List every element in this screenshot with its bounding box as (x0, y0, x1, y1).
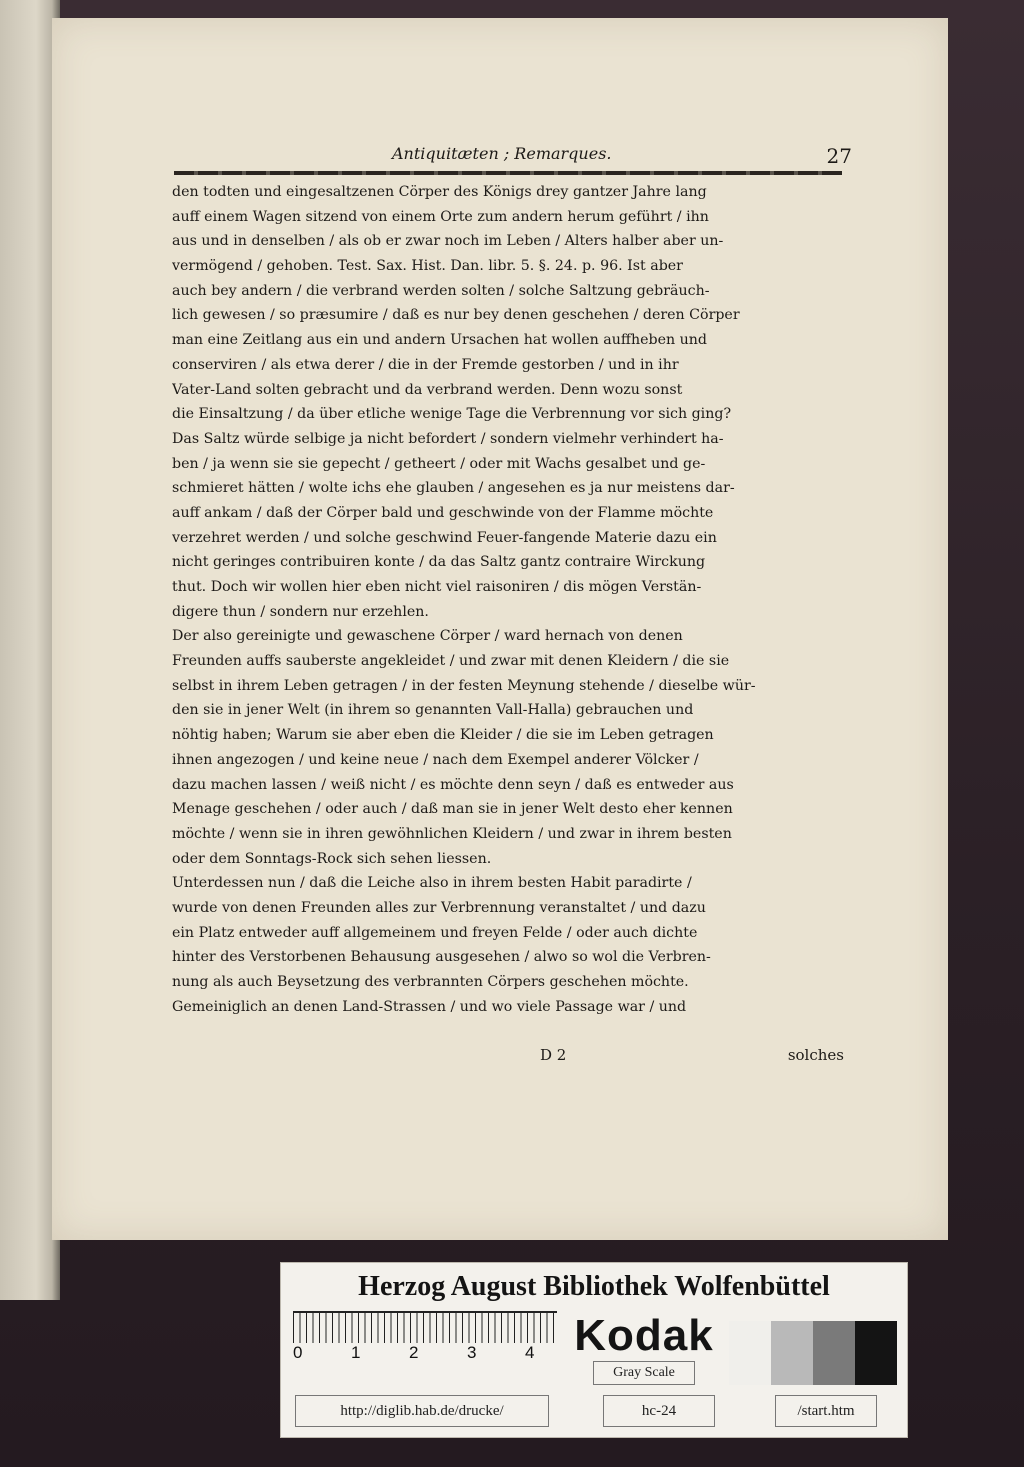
library-color-card (280, 1262, 908, 1438)
text-line: möchte / wenn sie in ihren gewöhnlichen Kleidern / und zwar in ihrem besten (172, 825, 732, 842)
text-line: verzehret werden / und solche geschwind Feuer-fangende Materie dazu ein (172, 529, 717, 546)
ruler-label: 0 (293, 1343, 303, 1362)
running-title: Antiquitæten ; Remarques. (392, 144, 612, 163)
facing-page-edge (0, 0, 60, 1300)
url-suffix: /start.htm (775, 1395, 877, 1427)
ruler-label: 3 (467, 1343, 477, 1362)
gray-patch (771, 1321, 813, 1385)
text-line: vermögend / gehoben. Test. Sax. Hist. Dan. libr. 5. §. 24. p. 96. Ist aber (172, 258, 683, 275)
page-footer (172, 1046, 844, 1076)
text-line: Vater-Land solten gebracht und da verbrand werden. Denn wozu sonst (172, 381, 683, 398)
catchword: solches (787, 1046, 844, 1064)
text-line: Unterdessen nun / daß die Leiche also in ihrem besten Habit paradirte / (172, 875, 692, 892)
text-line: man eine Zeitlang aus ein und andern Ursachen hat wollen auffheben und (172, 332, 707, 349)
kodak-logo: Kodak (574, 1311, 714, 1360)
text-line: lich gewesen / so præsumire / daß es nur bey denen geschehen / deren Cörper (172, 307, 740, 324)
text-line: Der also gereinigte und gewaschene Cörper / ward hernach von denen (172, 628, 683, 645)
text-line: ben / ja wenn sie sie gepecht / getheert / oder mit Wachs gesalbet und ge- (172, 455, 706, 472)
text-line: dazu machen lassen / weiß nicht / es möchte denn seyn / daß es entweder aus (172, 776, 734, 793)
text-line: ihnen angezogen / und keine neue / nach dem Exempel anderer Völcker / (172, 751, 699, 768)
text-line: oder dem Sonntags-Rock sich sehen liessen. (172, 850, 492, 867)
text-line: auch bey andern / die verbrand werden solten / solche Saltzung gebräuch- (172, 282, 710, 299)
gray-patch (813, 1321, 855, 1385)
library-name: Herzog August Bibliothek Wolfenbüttel (358, 1271, 830, 1302)
text-line: auff ankam / daß der Cörper bald und geschwinde von der Flamme möchte (172, 504, 714, 521)
text-line: ein Platz entweder auff allgemeinem und freyen Felde / oder auch dichte (172, 924, 698, 941)
signature-mark: D 2 (540, 1046, 567, 1064)
text-line: die Einsaltzung / da über etliche wenige Tage die Verbrennung vor sich ging? (172, 406, 732, 423)
shelf-code: hc-24 (603, 1395, 715, 1427)
head-rule (174, 171, 842, 175)
text-line: aus und in denselben / als ob er zwar noch im Leben / Alters halber aber un- (172, 233, 724, 250)
ruler-labels (293, 1343, 557, 1367)
text-line: thut. Doch wir wollen hier eben nicht viel raisoniren / dis mögen Verstän- (172, 579, 702, 595)
text-line: hinter des Verstorbenen Behausung ausgesehen / alwo so wol die Verbren- (172, 949, 711, 966)
text-line: auff einem Wagen sitzend von einem Orte zum andern herum geführt / ihn (172, 208, 709, 225)
text-line: Gemeiniglich an denen Land-Strassen / und wo viele Passage war / und (172, 998, 687, 1015)
text-line: Menage geschehen / oder auch / daß man sie in jener Welt desto eher kennen (172, 801, 733, 818)
text-line: wurde von denen Freunden alles zur Verbrennung veranstaltet / und dazu (172, 899, 706, 916)
gray-patch (855, 1321, 897, 1385)
page-number: 27 (826, 144, 852, 168)
book-page (52, 18, 948, 1240)
gray-scale-patches (729, 1321, 897, 1385)
ruler-label: 1 (351, 1343, 361, 1362)
ruler-ticks (293, 1313, 557, 1343)
text-line: nung als auch Beysetzung des verbrannten Cörpers geschehen möchte. (172, 974, 689, 990)
running-head (312, 132, 852, 172)
text-line: Freunden auffs sauberste angekleidet / und zwar mit denen Kleidern / die sie (172, 653, 730, 670)
source-url: http://diglib.hab.de/drucke/ (295, 1395, 549, 1427)
body-text (172, 180, 844, 1019)
text-line: Das Saltz würde selbige ja nicht befordert / sondern vielmehr verhindert ha- (172, 430, 724, 447)
text-line: schmieret hätten / wolte ichs ehe glauben / angesehen es ja nur meistens dar- (172, 480, 735, 497)
text-line: den sie in jener Welt (in ihrem so genannten Vall-Halla) gebrauchen und (172, 702, 694, 719)
text-line: conserviren / als etwa derer / die in der Fremde gestorben / und in ihr (172, 356, 679, 373)
measure-ruler (293, 1311, 557, 1367)
gray-patch (729, 1321, 771, 1385)
text-line: digere thun / sondern nur erzehlen. (172, 603, 429, 620)
ruler-label: 4 (525, 1343, 535, 1362)
ruler-label: 2 (409, 1343, 419, 1362)
text-line: nicht geringes contribuiren konte / da das Saltz gantz contraire Wirckung (172, 554, 706, 571)
text-line: nöhtig haben; Warum sie aber eben die Kleider / die sie im Leben getragen (172, 727, 714, 744)
text-line: den todten und eingesaltzenen Cörper des Königs drey gantzer Jahre lang (172, 184, 707, 200)
text-line: selbst in ihrem Leben getragen / in der festen Meynung stehende / dieselbe wür- (172, 677, 756, 694)
gray-scale-label: Gray Scale (593, 1361, 695, 1385)
